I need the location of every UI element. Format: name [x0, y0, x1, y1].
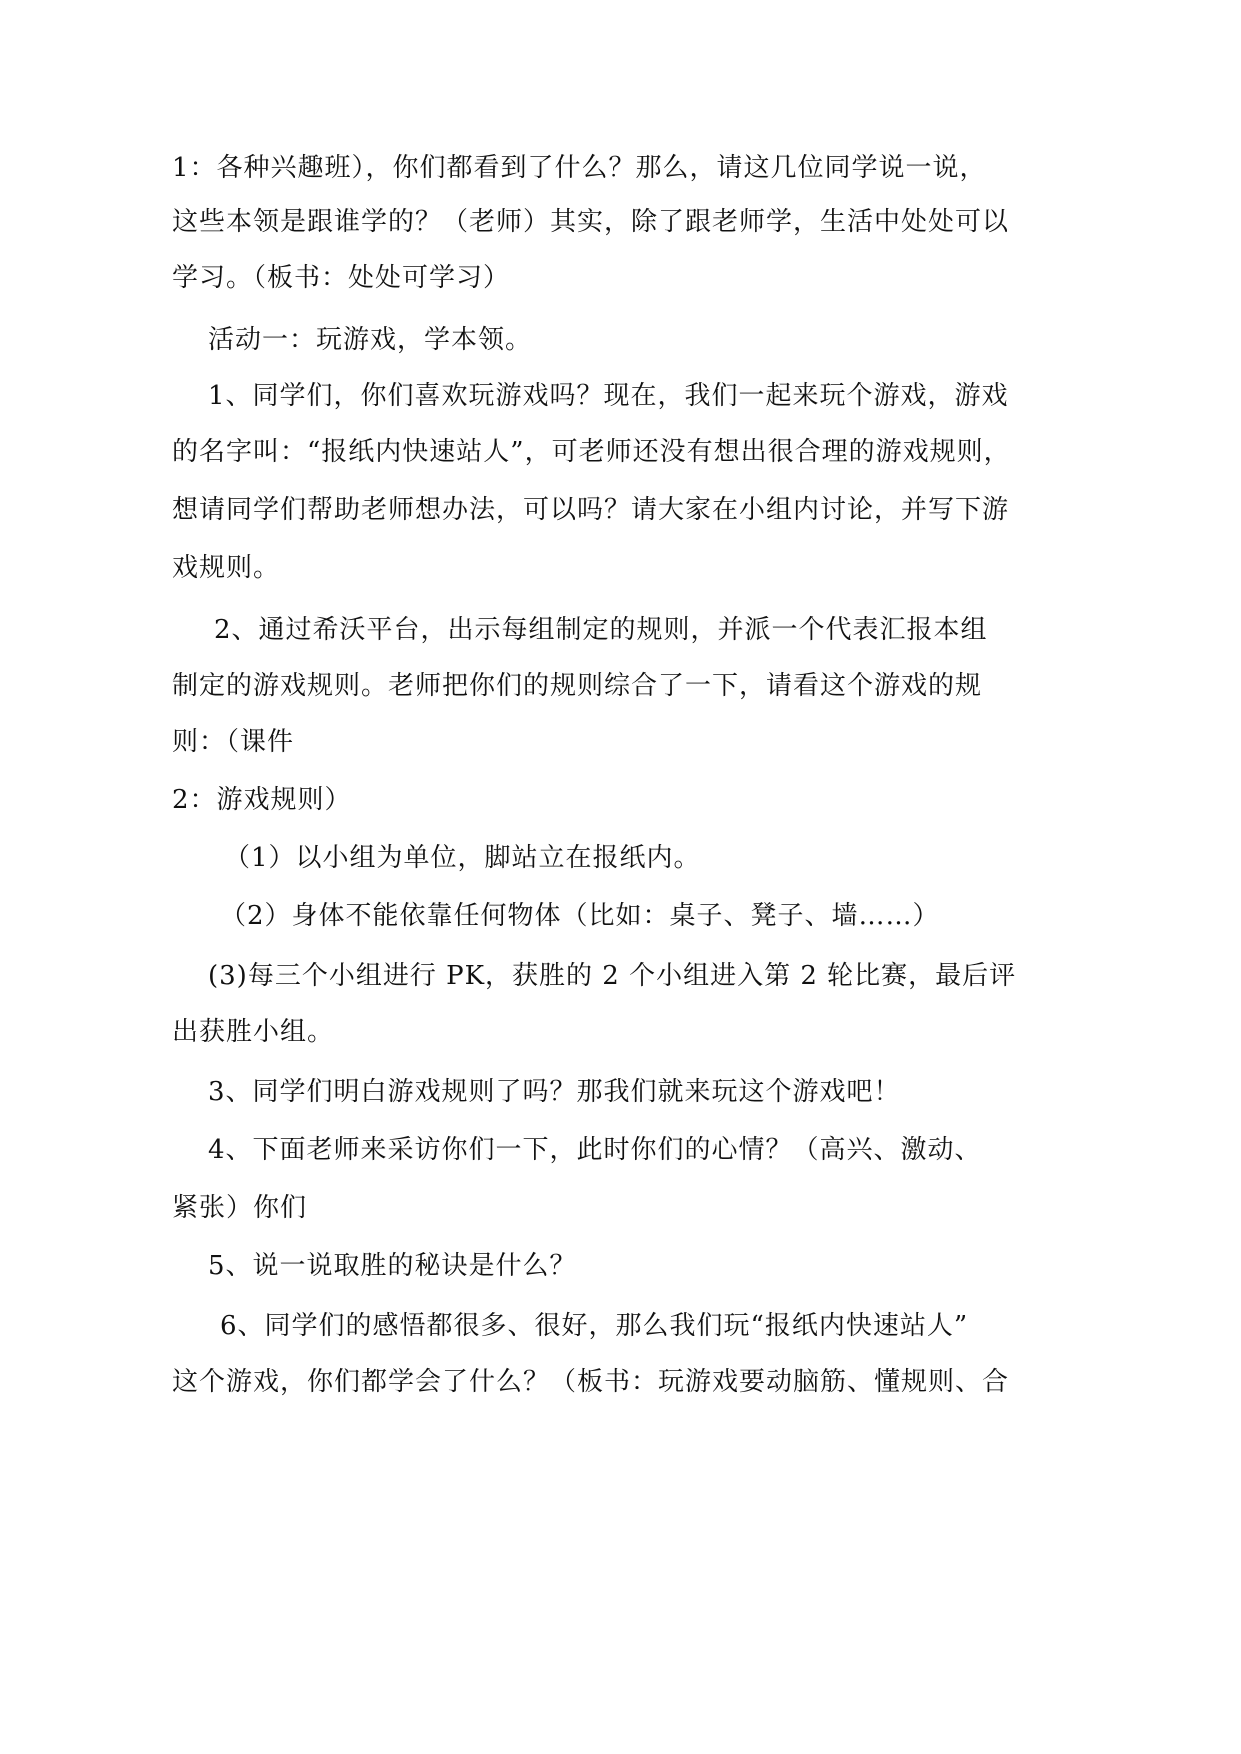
text-line: 紧张）你们: [172, 1193, 308, 1223]
text-line: 出获胜小组。: [172, 1017, 335, 1047]
text-line: 制定的游戏规则。老师把你们的规则综合了一下，请看这个游戏的规: [172, 671, 983, 701]
text-line: （1）以小组为单位，脚站立在报纸内。: [224, 843, 701, 873]
text-line: 学习。（板书：处处可学习）: [172, 263, 511, 293]
text-line: （2）身体不能依靠任何物体（比如：桌子、凳子、墙……）: [220, 901, 940, 931]
text-line: 5、说一说取胜的秘诀是什么？: [208, 1251, 577, 1281]
text-line: 2：游戏规则）: [172, 785, 352, 815]
text-line: 4、下面老师来采访你们一下，此时你们的心情？（高兴、激动、: [208, 1135, 982, 1165]
text-line: 3、同学们明白游戏规则了吗？那我们就来玩这个游戏吧！: [208, 1077, 901, 1107]
text-line: 6、同学们的感悟都很多、很好，那么我们玩“报纸内快速站人”: [220, 1311, 969, 1341]
text-line: 1：各种兴趣班），你们都看到了什么？那么，请这几位同学说一说，: [172, 153, 987, 183]
text-line: 戏规则。: [172, 553, 281, 583]
text-line: 的名字叫：“报纸内快速站人”，可老师还没有想出很合理的游戏规则，: [172, 437, 1011, 467]
text-line: 这些本领是跟谁学的？（老师）其实，除了跟老师学，生活中处处可以: [172, 207, 1010, 237]
text-line: 想请同学们帮助老师想办法，可以吗？请大家在小组内讨论，并写下游: [172, 495, 1010, 525]
text-line: 1、同学们，你们喜欢玩游戏吗？现在，我们一起来玩个游戏，游戏: [208, 381, 1009, 411]
text-line: 则：（课件: [172, 727, 295, 757]
text-line: (3)每三个小组进行 PK，获胜的 2 个小组进入第 2 轮比赛，最后评: [208, 961, 1017, 991]
text-line: 这个游戏，你们都学会了什么？（板书：玩游戏要动脑筋、懂规则、合: [172, 1367, 1010, 1397]
text-line: 活动一：玩游戏，学本领。: [208, 325, 533, 355]
text-line: 2、通过希沃平台，出示每组制定的规则，并派一个代表汇报本组: [214, 615, 988, 645]
